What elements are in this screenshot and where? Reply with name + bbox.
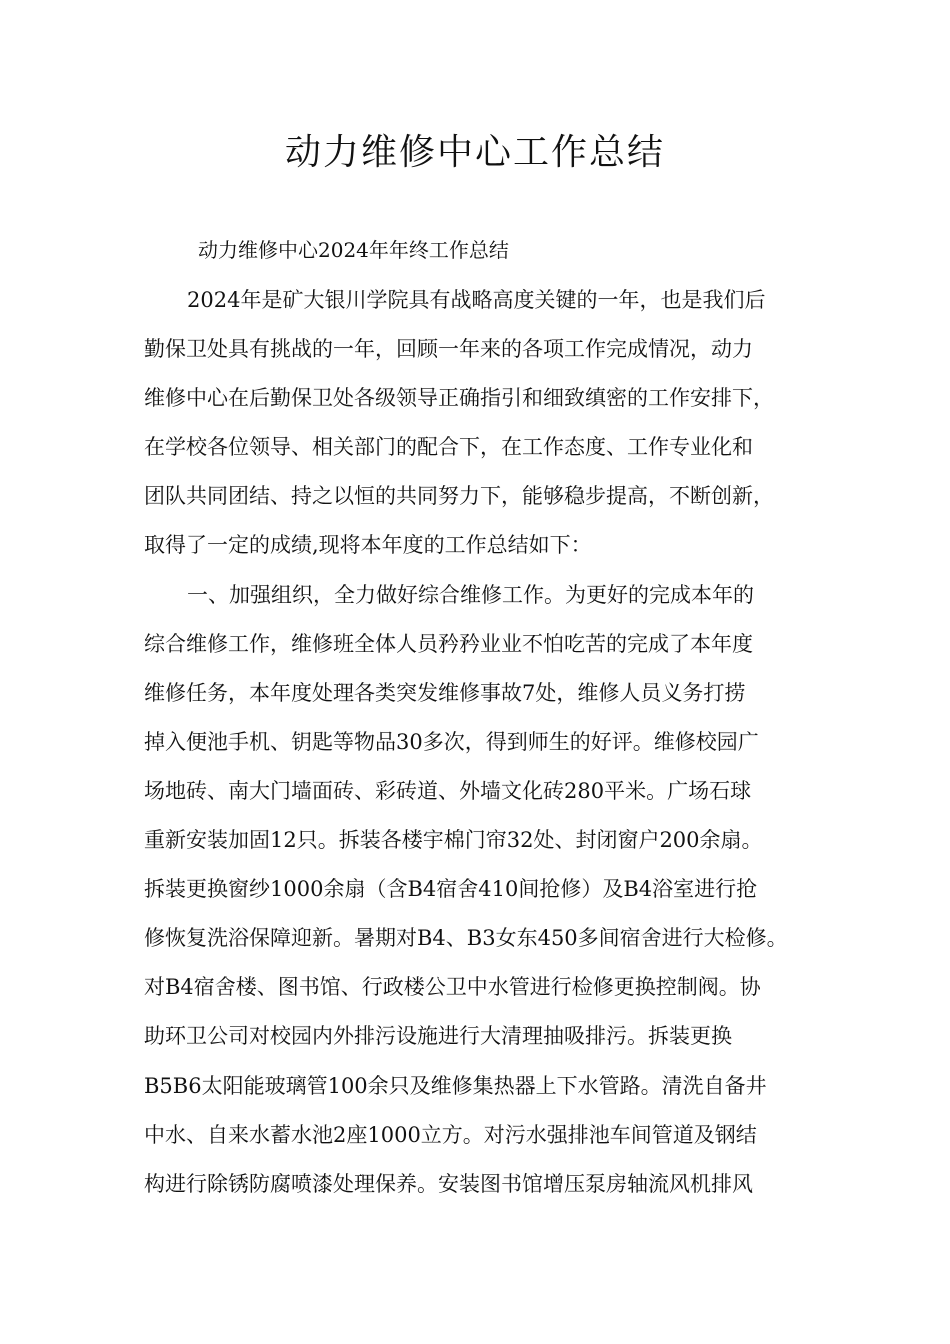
- document-subtitle: 动力维修中心2024年年终工作总结: [198, 238, 509, 262]
- paragraph-line: 助环卫公司对校园内外排污设施进行大清理抽吸排污。拆装更换: [144, 1024, 732, 1049]
- paragraph-line: 中水、自来水蓄水池2座1000立方。对污水强排池车间管道及钢结: [144, 1122, 757, 1147]
- paragraph-line: 一、加强组织，全力做好综合维修工作。为更好的完成本年的: [187, 582, 754, 607]
- paragraph-line: 掉入便池手机、钥匙等物品30多次，得到师生的好评。维修校园广: [144, 729, 759, 754]
- paragraph-line: 综合维修工作，维修班全体人员矜矜业业不怕吃苦的完成了本年度: [144, 631, 753, 656]
- paragraph-line: 在学校各位领导、相关部门的配合下，在工作态度、工作专业化和: [144, 435, 753, 460]
- document-body: [144, 282, 824, 1215]
- paragraph-line: 修恢复洗浴保障迎新。暑期对B4、B3女东450多间宿舍进行大检修。: [144, 926, 788, 951]
- paragraph-line: 取得了一定的成绩,现将本年度的工作总结如下：: [144, 533, 592, 558]
- paragraph-line: 构进行除锈防腐喷漆处理保养。安装图书馆增压泵房轴流风机排风: [144, 1171, 753, 1196]
- paragraph-line: 场地砖、南大门墙面砖、彩砖道、外墙文化砖280平米。广场石球: [144, 778, 752, 803]
- paragraph-line: B5B6太阳能玻璃管100余只及维修集热器上下水管路。清洗自备井: [144, 1073, 767, 1098]
- paragraph-line: 拆装更换窗纱1000余扇（含B4宿舍410间抢修）及B4浴室进行抢: [144, 877, 758, 902]
- paragraph-line: 维修任务，本年度处理各类突发维修事故7处，维修人员义务打捞: [144, 680, 746, 705]
- paragraph-line: 维修中心在后勤保卫处各级领导正确指引和细致缜密的工作安排下，: [144, 386, 774, 411]
- paragraph-line: 团队共同团结、持之以恒的共同努力下，能够稳步提高，不断创新，: [144, 484, 774, 509]
- paragraph-line: 2024年是矿大银川学院具有战略高度关键的一年，也是我们后: [187, 288, 766, 312]
- paragraph-line: 勤保卫处具有挑战的一年，回顾一年来的各项工作完成情况，动力: [144, 337, 753, 362]
- document-title: 动力维修中心工作总结: [284, 132, 665, 173]
- paragraph-line: 重新安装加固12只。拆装各楼宇棉门帘32处、封闭窗户200余扇。: [144, 828, 763, 853]
- paragraph-line: 对B4宿舍楼、图书馆、行政楼公卫中水管进行检修更换控制阀。协: [144, 975, 761, 1000]
